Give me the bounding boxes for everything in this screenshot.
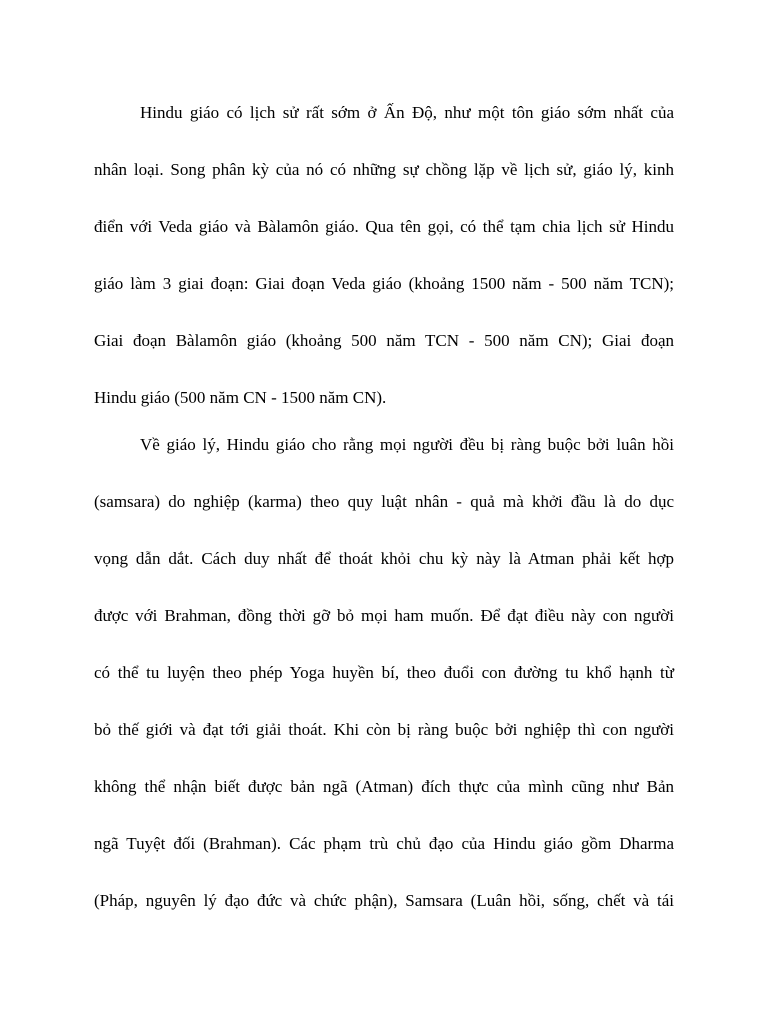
paragraph-2-line-5: có thể tu luyện theo phép Yoga huyền bí, theo đuổi con đường tu khổ hạnh từ <box>94 663 674 682</box>
paragraph-1-line-6: Hindu giáo (500 năm CN - 1500 năm CN). <box>94 388 387 407</box>
paragraph-2-line-3: vọng dẫn dắt. Cách duy nhất để thoát khỏi chu kỳ này là Atman phải kết hợp <box>94 549 674 568</box>
paragraph-2-line-1: Về giáo lý, Hindu giáo cho rằng mọi người đều bị ràng buộc bởi luân hồi <box>140 435 674 454</box>
paragraph-2-line-2: (samsara) do nghiệp (karma) theo quy luật nhân - quả mà khởi đầu là do dục <box>94 492 674 511</box>
paragraph-2-line-4: được với Brahman, đồng thời gỡ bỏ mọi ham muốn. Để đạt điều này con người <box>94 606 674 625</box>
paragraph-1-line-4: giáo làm 3 giai đoạn: Giai đoạn Veda giáo (khoảng 1500 năm - 500 năm TCN); <box>94 274 674 293</box>
paragraph-1-line-5: Giai đoạn Bàlamôn giáo (khoảng 500 năm TCN - 500 năm CN); Giai đoạn <box>94 331 674 350</box>
paragraph-2-line-9: (Pháp, nguyên lý đạo đức và chức phận), Samsara (Luân hồi, sống, chết và tái <box>94 891 674 910</box>
paragraph-1-line-3: điển với Veda giáo và Bàlamôn giáo. Qua tên gọi, có thể tạm chia lịch sử Hindu <box>94 217 674 236</box>
paragraph-2-line-7: không thể nhận biết được bản ngã (Atman) đích thực của mình cũng như Bản <box>94 777 674 796</box>
paragraph-1-line-2: nhân loại. Song phân kỳ của nó có những sự chồng lặp về lịch sử, giáo lý, kinh <box>94 160 674 179</box>
paragraph-1-line-1: Hindu giáo có lịch sử rất sớm ở Ấn Độ, như một tôn giáo sớm nhất của <box>140 103 674 122</box>
paragraph-2-line-6: bỏ thế giới và đạt tới giải thoát. Khi còn bị ràng buộc bởi nghiệp thì con người <box>94 720 674 739</box>
paragraph-2-line-8: ngã Tuyệt đối (Brahman). Các phạm trù chủ đạo của Hindu giáo gồm Dharma <box>94 834 674 853</box>
